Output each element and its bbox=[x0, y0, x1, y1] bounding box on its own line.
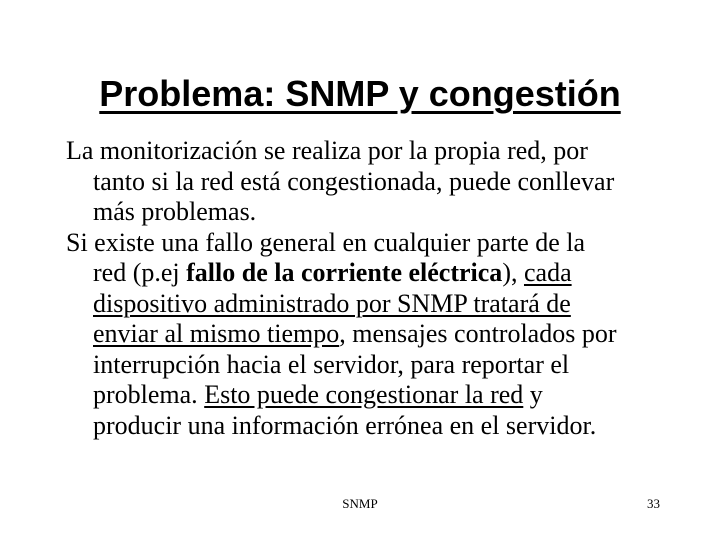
p2-line4-underlined: enviar al mismo tiempo bbox=[93, 319, 340, 348]
footer-label: SNMP bbox=[342, 496, 378, 511]
p2-line6-post: y bbox=[523, 380, 543, 409]
slide-body bbox=[66, 136, 666, 441]
p1-line3: más problemas. bbox=[93, 197, 257, 226]
p2-line2-bold: fallo de la corriente eléctrica bbox=[186, 258, 503, 287]
paragraph-failure bbox=[66, 228, 666, 442]
p2-line6-underlined: Esto puede congestionar la red bbox=[204, 380, 524, 409]
p2-line6-pre: problema. bbox=[93, 380, 205, 409]
p1-line1: La monitorización se realiza por la propia red, por bbox=[66, 136, 588, 165]
p2-line5: interrupción hacia el servidor, para reportar el bbox=[93, 349, 570, 379]
p2-line4-post: , mensajes controlados por bbox=[339, 319, 617, 348]
paragraph-monitoring bbox=[66, 136, 666, 228]
p2-line2-mid: ), bbox=[502, 258, 524, 287]
p2-line7: producir una información errónea en el servidor. bbox=[93, 410, 597, 440]
p1-line2: tanto si la red está congestionada, puede conllevar bbox=[93, 166, 615, 196]
page-number: 33 bbox=[647, 496, 660, 511]
p2-line2-pre: red (p.ej bbox=[93, 258, 187, 287]
p2-line3-underlined: dispositivo administrado por SNMP tratará de bbox=[93, 288, 571, 318]
p2-line1: Si existe una fallo general en cualquier parte de la bbox=[66, 227, 586, 257]
slide-title: Problema: SNMP y congestión bbox=[99, 73, 621, 114]
p2-line2-underlined: cada bbox=[523, 258, 572, 287]
